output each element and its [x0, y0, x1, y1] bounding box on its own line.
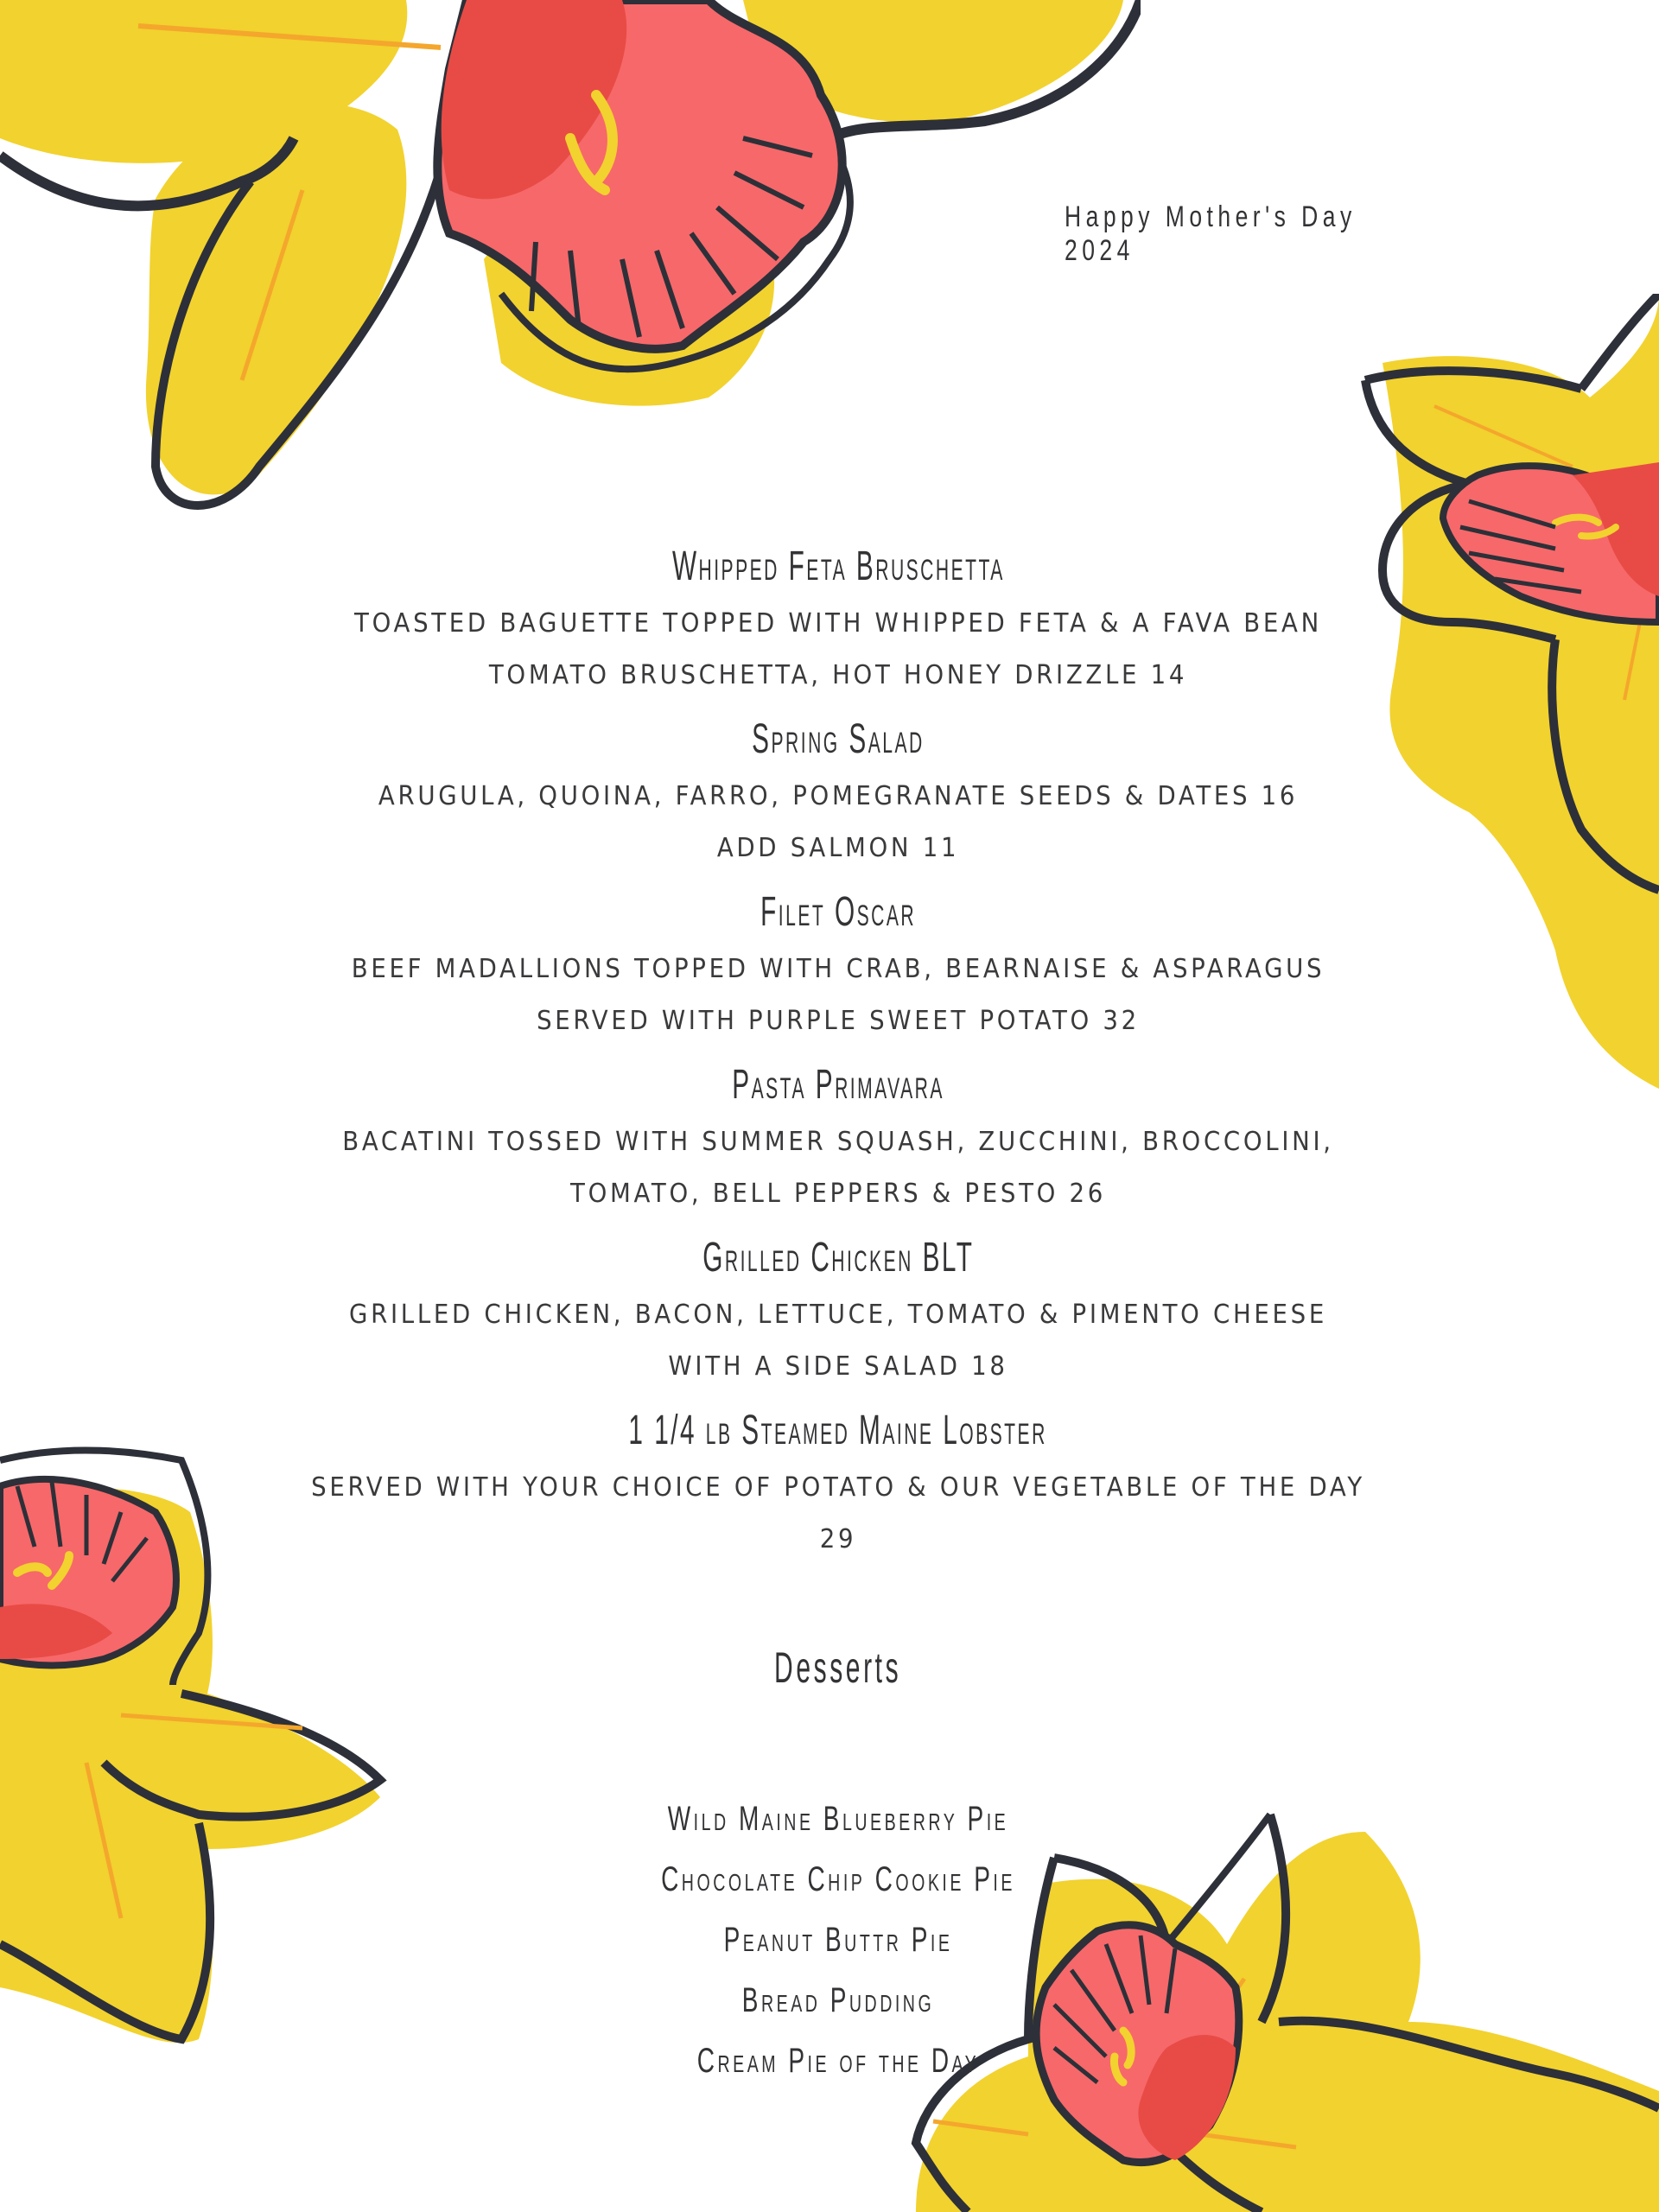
desserts-section	[484, 1633, 1192, 2091]
menu-item-description: BACATINI TOSSED WITH SUMMER SQUASH, ZUCCHINI, BROCCOLINI,	[342, 1127, 1334, 1157]
menu-item-description: BEEF MADALLIONS TOPPED WITH CRAB, BEARNAISE & ASPARAGUS	[351, 954, 1325, 984]
menu-item-description: GRILLED CHICKEN, BACON, LETTUCE, TOMATO & PIMENTO CHEESE	[349, 1300, 1327, 1330]
menu-item-title: Spring Salad	[752, 716, 925, 762]
dessert-item: Bread Pudding	[741, 1981, 935, 2019]
menu-item	[259, 536, 1417, 702]
menu-item-description: SERVED WITH PURPLE SWEET POTATO 32	[537, 1006, 1140, 1036]
dessert-list	[484, 1789, 1192, 2091]
dessert-item: Wild Maine Blueberry Pie	[667, 1800, 1009, 1838]
menu-item-description: TOASTED BAGUETTE TOPPED WITH WHIPPED FETA & A FAVA BEAN	[354, 608, 1322, 639]
menu-item-description: WITH A SIDE SALAD 18	[668, 1351, 1008, 1382]
menu-item-title: Whipped Feta Bruschetta	[671, 543, 1005, 589]
entree-menu	[259, 536, 1417, 1566]
event-greeting: Happy Mother's Day 2024	[1065, 200, 1357, 267]
menu-item-addon: ADD SALMON 11	[716, 833, 960, 863]
menu-item-description: TOMATO, BELL PEPPERS & PESTO 26	[570, 1179, 1106, 1209]
menu-item-title: Grilled Chicken BLT	[702, 1235, 975, 1281]
menu-item-description: SERVED WITH YOUR CHOICE OF POTATO & OUR VEGETABLE OF THE DAY 29	[311, 1472, 1365, 1554]
menu-item	[259, 1054, 1417, 1220]
dessert-item: Chocolate Chip Cookie Pie	[661, 1860, 1015, 1898]
menu-item	[259, 709, 1417, 874]
dessert-item: Peanut Buttr Pie	[723, 1921, 953, 1959]
menu-item-description: ARUGULA, QUOINA, FARRO, POMEGRANATE SEEDS & DATES 16	[378, 781, 1299, 811]
menu-item	[259, 1400, 1417, 1566]
menu-item-description: TOMATO BRUSCHETTA, HOT HONEY DRIZZLE 14	[488, 660, 1188, 690]
menu-item	[259, 881, 1417, 1047]
daffodil-top-left-illustration	[0, 0, 1141, 536]
menu-item-title: Filet Oscar	[760, 889, 916, 935]
menu-item	[259, 1227, 1417, 1393]
desserts-heading: Desserts	[774, 1643, 902, 1692]
menu-item-title: 1 1/4 lb Steamed Maine Lobster	[628, 1408, 1048, 1453]
dessert-item: Cream Pie of the Day	[696, 2042, 980, 2080]
menu-item-title: Pasta Primavara	[732, 1062, 944, 1108]
